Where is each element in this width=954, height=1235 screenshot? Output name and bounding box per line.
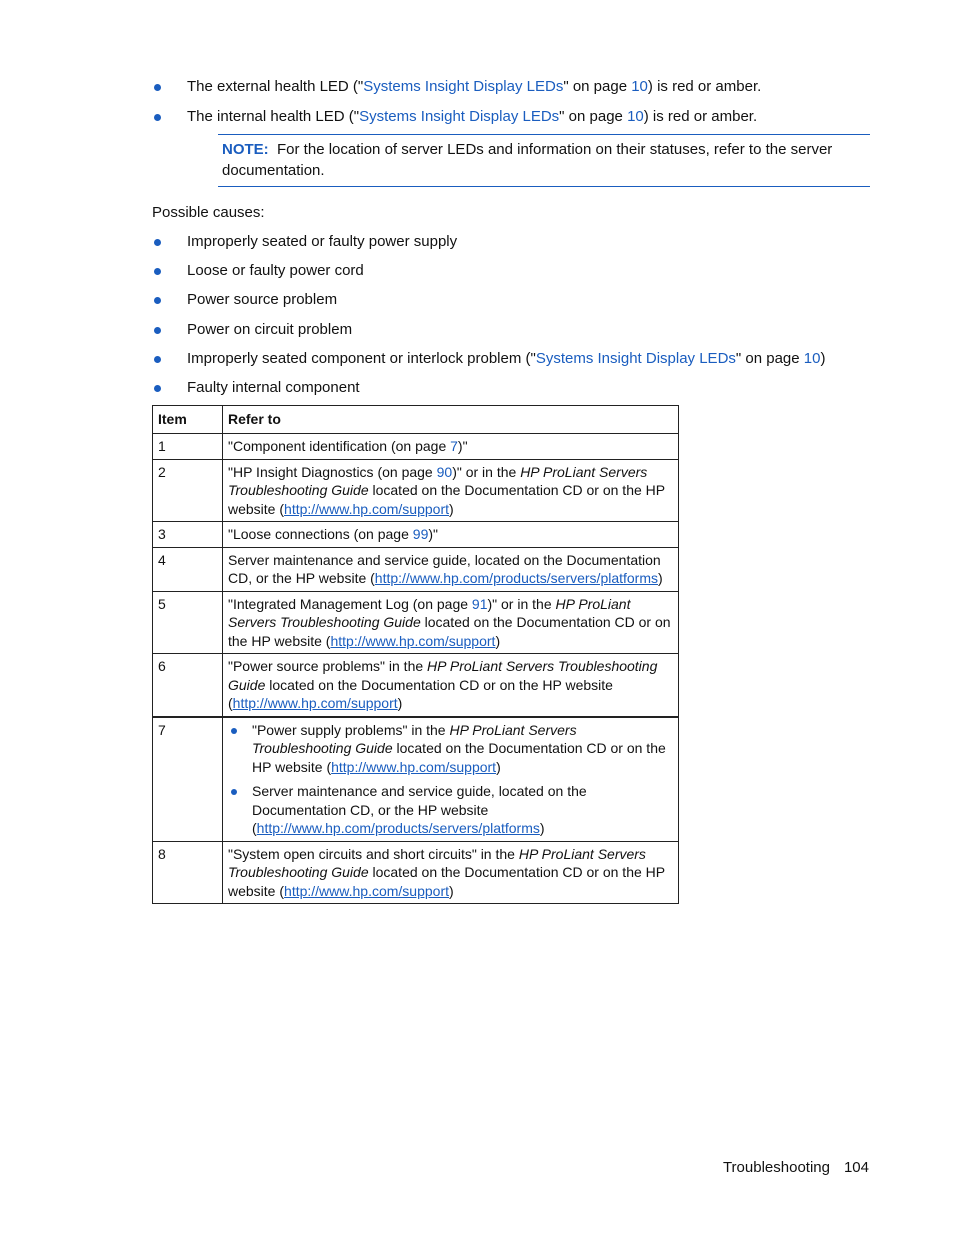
item-number: 5 (153, 591, 223, 654)
bullet-dot-icon (154, 356, 161, 363)
table-row (153, 547, 679, 591)
page-link[interactable]: 10 (631, 78, 648, 95)
refer-cell: "Component identification (on page 7)" (223, 434, 679, 460)
possible-causes-label: Possible causes: (152, 204, 265, 221)
bullet-dot-icon (154, 114, 161, 121)
footer-section: Troubleshooting (722, 1159, 830, 1176)
table-row (153, 522, 679, 548)
note-label: NOTE: (222, 141, 269, 158)
item-number: 8 (153, 841, 223, 904)
guide-title: HP ProLiant Servers Troubleshooting Guide (228, 658, 658, 693)
url-link[interactable]: http://www.hp.com/products/servers/platforms (374, 570, 659, 586)
table-row (153, 717, 679, 842)
cause-text: Faulty internal component (187, 379, 360, 396)
url-link[interactable]: http://www.hp.com/support (331, 758, 497, 775)
refer-cell: "System open circuits and short circuits" in the HP ProLiant Servers Troubleshooting Guide located on the Documentation CD or on the HP website (http://www.hp.com/support) (223, 841, 679, 904)
bullet-dot-icon (154, 268, 161, 275)
cell-bullet-item: Server maintenance and service guide, located on the Documentation CD, or the HP website (http://www.hp.com/products/servers/platforms) (228, 782, 674, 838)
item-number: 3 (153, 522, 223, 548)
table-header-row (153, 406, 679, 434)
refer-cell (223, 717, 679, 842)
refer-cell: "Loose connections (on page 99)" (223, 522, 679, 548)
note-text: For the location of server LEDs and information on their statuses, refer to the server documentation. (222, 141, 833, 179)
guide-title: HP ProLiant Servers Troubleshooting Guide (228, 463, 648, 498)
bullet-text: " on page (559, 108, 628, 125)
refer-cell: "Integrated Management Log (on page 91)" or in the HP ProLiant Servers Troubleshooting Guide located on the Documentation CD or on the HP website (http://www.hp.com/support) (223, 591, 679, 654)
bullet-dot-icon (154, 297, 161, 304)
table-row (153, 841, 679, 904)
item-number: 2 (153, 459, 223, 522)
guide-title: HP ProLiant Servers Troubleshooting Guide (228, 845, 646, 880)
footer-page-number: 104 (843, 1159, 869, 1176)
table-row (153, 434, 679, 460)
cause-text: Loose or faulty power cord (187, 262, 364, 279)
bullet-text: ) is red or amber. (643, 108, 758, 125)
bullet-dot-icon (231, 789, 237, 795)
cell-bullet-item: "Power supply problems" in the HP ProLiant Servers Troubleshooting Guide located on the Documentation CD or on the HP website (http://www.hp.com/support) (228, 721, 674, 777)
bullet-dot-icon (154, 239, 161, 246)
header-item: Item (153, 406, 223, 434)
cause-text: " on page (735, 350, 804, 367)
cause-text: Power on circuit problem (187, 321, 353, 338)
item-number: 7 (153, 717, 223, 842)
refer-cell: Server maintenance and service guide, located on the Documentation CD, or the HP website (http://www.hp.com/products/servers/platforms) (223, 547, 679, 591)
page-link[interactable]: 91 (471, 595, 488, 612)
item-number: 1 (153, 434, 223, 460)
systems-insight-link[interactable]: Systems Insight Display LEDs (359, 108, 560, 125)
bullet-text: The external health LED (" (187, 78, 364, 95)
page-link[interactable]: 99 (412, 526, 429, 542)
bullet-dot-icon (154, 84, 161, 91)
page-link[interactable]: 10 (627, 108, 644, 125)
reference-table (152, 405, 679, 904)
page-link[interactable]: 10 (803, 350, 821, 367)
guide-title: HP ProLiant Servers Troubleshooting Guide (228, 595, 631, 630)
note-box (218, 134, 870, 187)
cause-text: ) (820, 350, 826, 367)
cause-text: Improperly seated component or interlock problem (" (187, 350, 536, 367)
bullet-dot-icon (231, 728, 237, 734)
bullet-dot-icon (154, 327, 161, 334)
url-link[interactable]: http://www.hp.com/support (232, 695, 398, 711)
cause-text: Power source problem (187, 291, 338, 308)
page-link[interactable]: 7 (450, 438, 458, 454)
header-refer-to: Refer to (223, 406, 679, 434)
bullet-text: " on page (563, 78, 632, 95)
url-link[interactable]: http://www.hp.com/products/servers/platforms (256, 820, 540, 836)
systems-insight-link[interactable]: Systems Insight Display LEDs (363, 78, 564, 95)
refer-cell: "HP Insight Diagnostics (on page 90)" or in the HP ProLiant Servers Troubleshooting Guide located on the Documentation CD or on the HP website (http://www.hp.com/support) (223, 459, 679, 522)
systems-insight-link[interactable]: Systems Insight Display LEDs (535, 350, 736, 367)
table-row (153, 459, 679, 522)
url-link[interactable]: http://www.hp.com/support (284, 500, 449, 517)
page-footer (723, 1158, 869, 1178)
bullet-text: The internal health LED (" (187, 108, 360, 125)
item-number: 4 (153, 547, 223, 591)
page-link[interactable]: 90 (436, 463, 453, 480)
cause-text: Improperly seated or faulty power supply (187, 233, 458, 250)
item-number: 6 (153, 654, 223, 717)
bullet-dot-icon (154, 385, 161, 392)
url-link[interactable]: http://www.hp.com/support (284, 882, 449, 899)
url-link[interactable]: http://www.hp.com/support (330, 632, 496, 649)
guide-title: HP ProLiant Servers Troubleshooting Guide (252, 721, 577, 756)
bullet-text: ) is red or amber. (647, 78, 762, 95)
table-row (153, 591, 679, 654)
refer-cell: "Power source problems" in the HP ProLiant Servers Troubleshooting Guide located on the Documentation CD or on the HP website (http://www.hp.com/support) (223, 654, 679, 717)
table-row (153, 654, 679, 717)
